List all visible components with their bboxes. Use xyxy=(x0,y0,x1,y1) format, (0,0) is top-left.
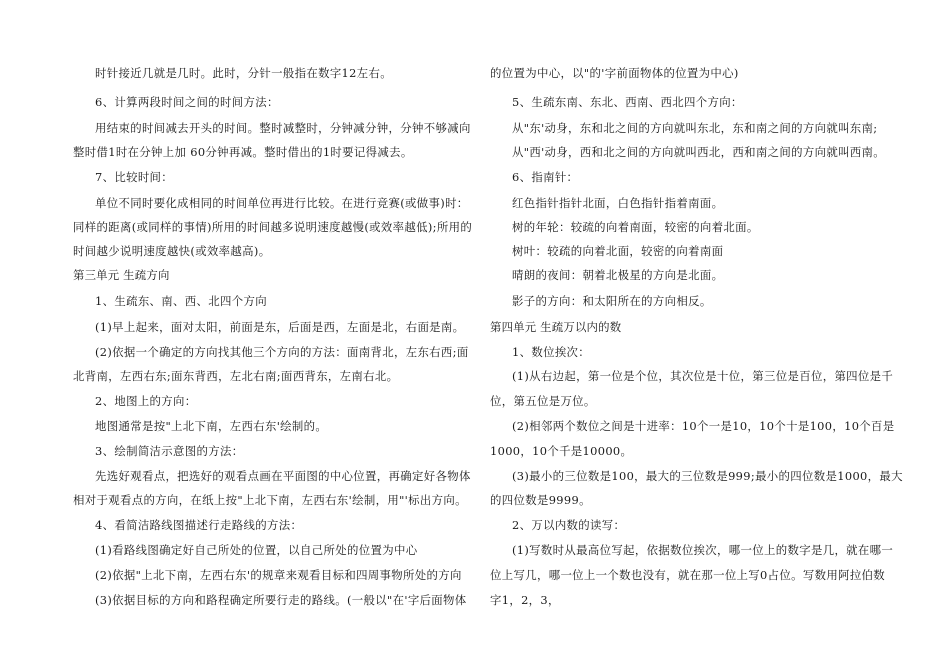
text-line: 用结束的时间减去开头的时间。整时减整时，分钟减分钟，分钟不够减向 xyxy=(95,121,471,135)
text-line: 位，第五位是万位。 xyxy=(490,394,596,408)
text-line: 北背南，左西右东;面东背西，左北右南;面西背东，左南右北。 xyxy=(73,369,399,383)
section-heading: 6、指南针： xyxy=(512,170,579,184)
text-line: 位上写几，哪一位上一个数也没有，就在那一位上写0占位。写数用阿拉伯数 xyxy=(490,568,886,582)
text-line: 的位置为中心，以"的'字前面物体的位置为中心) xyxy=(490,66,739,80)
text-line: 1000，10个千是10000。 xyxy=(490,444,633,458)
text-line: 从"东'动身，东和北之间的方向就叫东北，东和南之间的方向就叫东南; xyxy=(512,121,878,135)
text-line: (2)相邻两个数位之间是十进率：10个一是10，10个十是100，10个百是 xyxy=(512,419,895,433)
text-line: (1)写数时从最高位写起，依据数位挨次，哪一位上的数字是几，就在哪一 xyxy=(512,543,894,557)
section-heading: 5、生疏东南、东北、西南、西北四个方向： xyxy=(512,95,743,109)
text-line: 的四位数是9999。 xyxy=(490,493,591,507)
text-line: (1)从右边起，第一位是个位，其次位是十位，第三位是百位，第四位是千 xyxy=(512,369,894,383)
section-heading: 1、生疏东、南、西、北四个方向 xyxy=(95,294,267,308)
text-line: 晴朗的夜间：朝着北极星的方向是北面。 xyxy=(512,268,724,282)
text-line: (1)看路线图确定好自己所处的位置，以自己所处的位置为中心 xyxy=(95,543,418,557)
text-line: 时针接近几就是几时。此时，分针一般指在数字12左右。 xyxy=(95,66,392,80)
section-heading: 4、看简洁路线图描述行走路线的方法： xyxy=(95,518,303,532)
unit-heading: 第四单元 生疏万以内的数 xyxy=(490,320,622,334)
section-heading: 2、万以内数的读写： xyxy=(512,518,626,532)
text-line: 整时借1时在分钟上加 60分钟再减。整时借出的1时要记得减去。 xyxy=(73,145,413,159)
section-heading: 3、绘制简洁示意图的方法： xyxy=(95,444,244,458)
text-line: 影子的方向：和太阳所在的方向相反。 xyxy=(512,294,712,308)
section-heading: 1、数位挨次： xyxy=(512,345,591,359)
text-line: (1)早上起来，面对太阳，前面是东，后面是西，左面是北，右面是南。 xyxy=(95,320,465,334)
text-line: 单位不同时要化成相同的时间单位再进行比较。在进行竞赛(或做事)时： xyxy=(95,196,469,210)
text-line: 树叶：较疏的向着北面，较密的向着南面 xyxy=(512,244,724,258)
text-line: 相对于观看点的方向，在纸上按"上北下南，左西右东'绘制，用"'标出方向。 xyxy=(73,493,467,507)
text-line: 同样的距离(或同样的事情)所用的时间越多说明速度越慢(或效率越低);所用的 xyxy=(73,220,473,234)
section-heading: 6、计算两段时间之间的时间方法： xyxy=(95,95,279,109)
section-heading: 7、比较时间： xyxy=(95,170,174,184)
text-line: 字1，2，3， xyxy=(490,593,560,607)
text-line: (3)依据目标的方向和路程确定所要行走的路线。(一般以"在'字后面物体 xyxy=(95,593,467,607)
unit-heading: 第三单元 生疏方向 xyxy=(73,268,170,282)
text-line: 先选好观看点，把选好的观看点画在平面图的中心位置，再确定好各物体 xyxy=(95,469,471,483)
text-line: (3)最小的三位数是100，最大的三位数是999;最小的四位数是1000，最大 xyxy=(512,469,903,483)
text-line: 红色指针指针北面，白色指针指着南面。 xyxy=(512,196,724,210)
text-line: (2)依据"上北下南，左西右东'的规章来观看目标和四周事物所处的方向 xyxy=(95,568,462,582)
text-line: 树的年轮：较疏的向着南面，较密的向着北面。 xyxy=(512,220,759,234)
text-line: 时间越少说明速度越快(或效率越高)。 xyxy=(73,244,271,258)
text-line: 地图通常是按"上北下南，左西右东'绘制的。 xyxy=(95,419,328,433)
section-heading: 2、地图上的方向： xyxy=(95,394,197,408)
text-line: (2)依据一个确定的方向找其他三个方向的方法：面南背北，左东右西;面 xyxy=(95,345,469,359)
text-line: 从"西'动身，西和北之间的方向就叫西北，西和南之间的方向就叫西南。 xyxy=(512,145,886,159)
